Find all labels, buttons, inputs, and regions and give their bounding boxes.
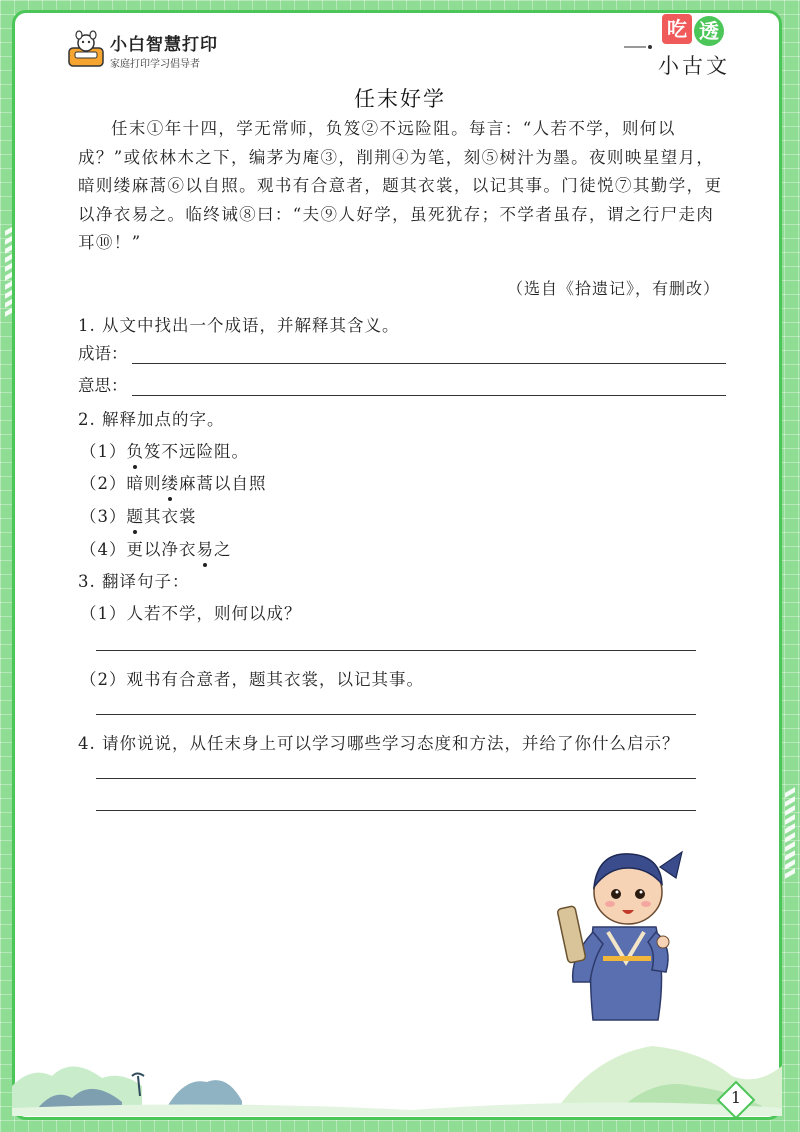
brand-tagline: 家庭打印学习倡导者 [110, 59, 200, 70]
series-logo-char-1: 吃 [662, 14, 692, 44]
question-2-item-2 [80, 470, 267, 494]
scholar-illustration [548, 832, 708, 1022]
dotted-character: 负 [127, 438, 145, 462]
decorative-dots-icon [624, 42, 654, 52]
idiom-answer-row [78, 340, 726, 364]
page-title: 任末好学 [354, 87, 446, 111]
series-logo [624, 14, 764, 84]
idiom-label: 成语： [78, 344, 128, 363]
question-4-prompt: 4. 请你说说，从任末身上可以学习哪些学习态度和方法，并给了你什么启示？ [78, 734, 680, 753]
item-number: （3） [80, 507, 127, 526]
item-text-after: 之 [214, 540, 232, 559]
right-stripes-decoration [785, 790, 795, 880]
question-3-item-2: （2）观书有合意者，题其衣裳，以记其事。 [80, 670, 424, 689]
brand-header [66, 30, 218, 70]
question-2-prompt: 2. 解释加点的字。 [78, 410, 225, 429]
question-2-item-1 [80, 438, 249, 462]
question-3-prompt: 3. 翻译句子： [78, 572, 190, 591]
question-3-item-1-answer-line[interactable] [96, 650, 696, 651]
meaning-answer-line[interactable] [132, 376, 727, 396]
passage-source: （选自《拾遗记》，有删改） [506, 279, 720, 298]
item-number: （4） [80, 540, 127, 559]
dotted-character: 题 [127, 503, 145, 527]
item-text-after: 其衣裳 [144, 507, 197, 526]
dotted-character: 缕 [162, 470, 180, 494]
brand-name: 小白智慧打印 [110, 35, 218, 55]
passage-paragraph: 任末①年十四，学无常师，负笈②不远险阻。每言：“人若不学，则何以成？”或依林木之下，编茅为庵③，削荆④为笔，刻⑤树汁为墨。夜则映星望月，暗则缕麻蒿⑥以自照。观书有合意者，题其衣裳，以记其事。门徒悦⑦其勤学，更以净衣易之。临终诫⑧曰：“夫⑨人好学，虽死犹存；不学者虽存，谓之行尸走肉耳⑩！” [78, 119, 723, 253]
idiom-answer-line[interactable] [132, 344, 727, 364]
question-3-item-2-answer-line[interactable] [96, 714, 696, 715]
question-4-answer-line-1[interactable] [96, 778, 696, 779]
passage-text [78, 115, 726, 258]
dotted-character: 易 [197, 536, 215, 560]
question-3-item-1: （1）人若不学，则何以成？ [80, 604, 302, 623]
series-logo-subtitle: 小古文 [658, 54, 730, 78]
landscape-decoration [12, 1016, 782, 1116]
question-1-prompt: 1. 从文中找出一个成语，并解释其含义。 [78, 316, 400, 335]
series-logo-char-2: 透 [694, 16, 724, 46]
question-2-item-3 [80, 503, 197, 527]
item-number: （1） [80, 442, 127, 461]
brand-mascot-icon [66, 30, 106, 70]
meaning-answer-row [78, 372, 726, 396]
page-number: 1 [730, 1088, 742, 1107]
meaning-label: 意思： [78, 376, 128, 395]
item-text-after: 麻蒿以自照 [179, 474, 267, 493]
item-text-before: 更以净衣 [126, 540, 197, 559]
question-2-item-4 [80, 536, 232, 560]
item-text-after: 笈不远险阻。 [144, 442, 249, 461]
item-number: （2） [80, 474, 127, 493]
question-4-answer-line-2[interactable] [96, 810, 696, 811]
item-text-before: 暗则 [126, 474, 162, 493]
